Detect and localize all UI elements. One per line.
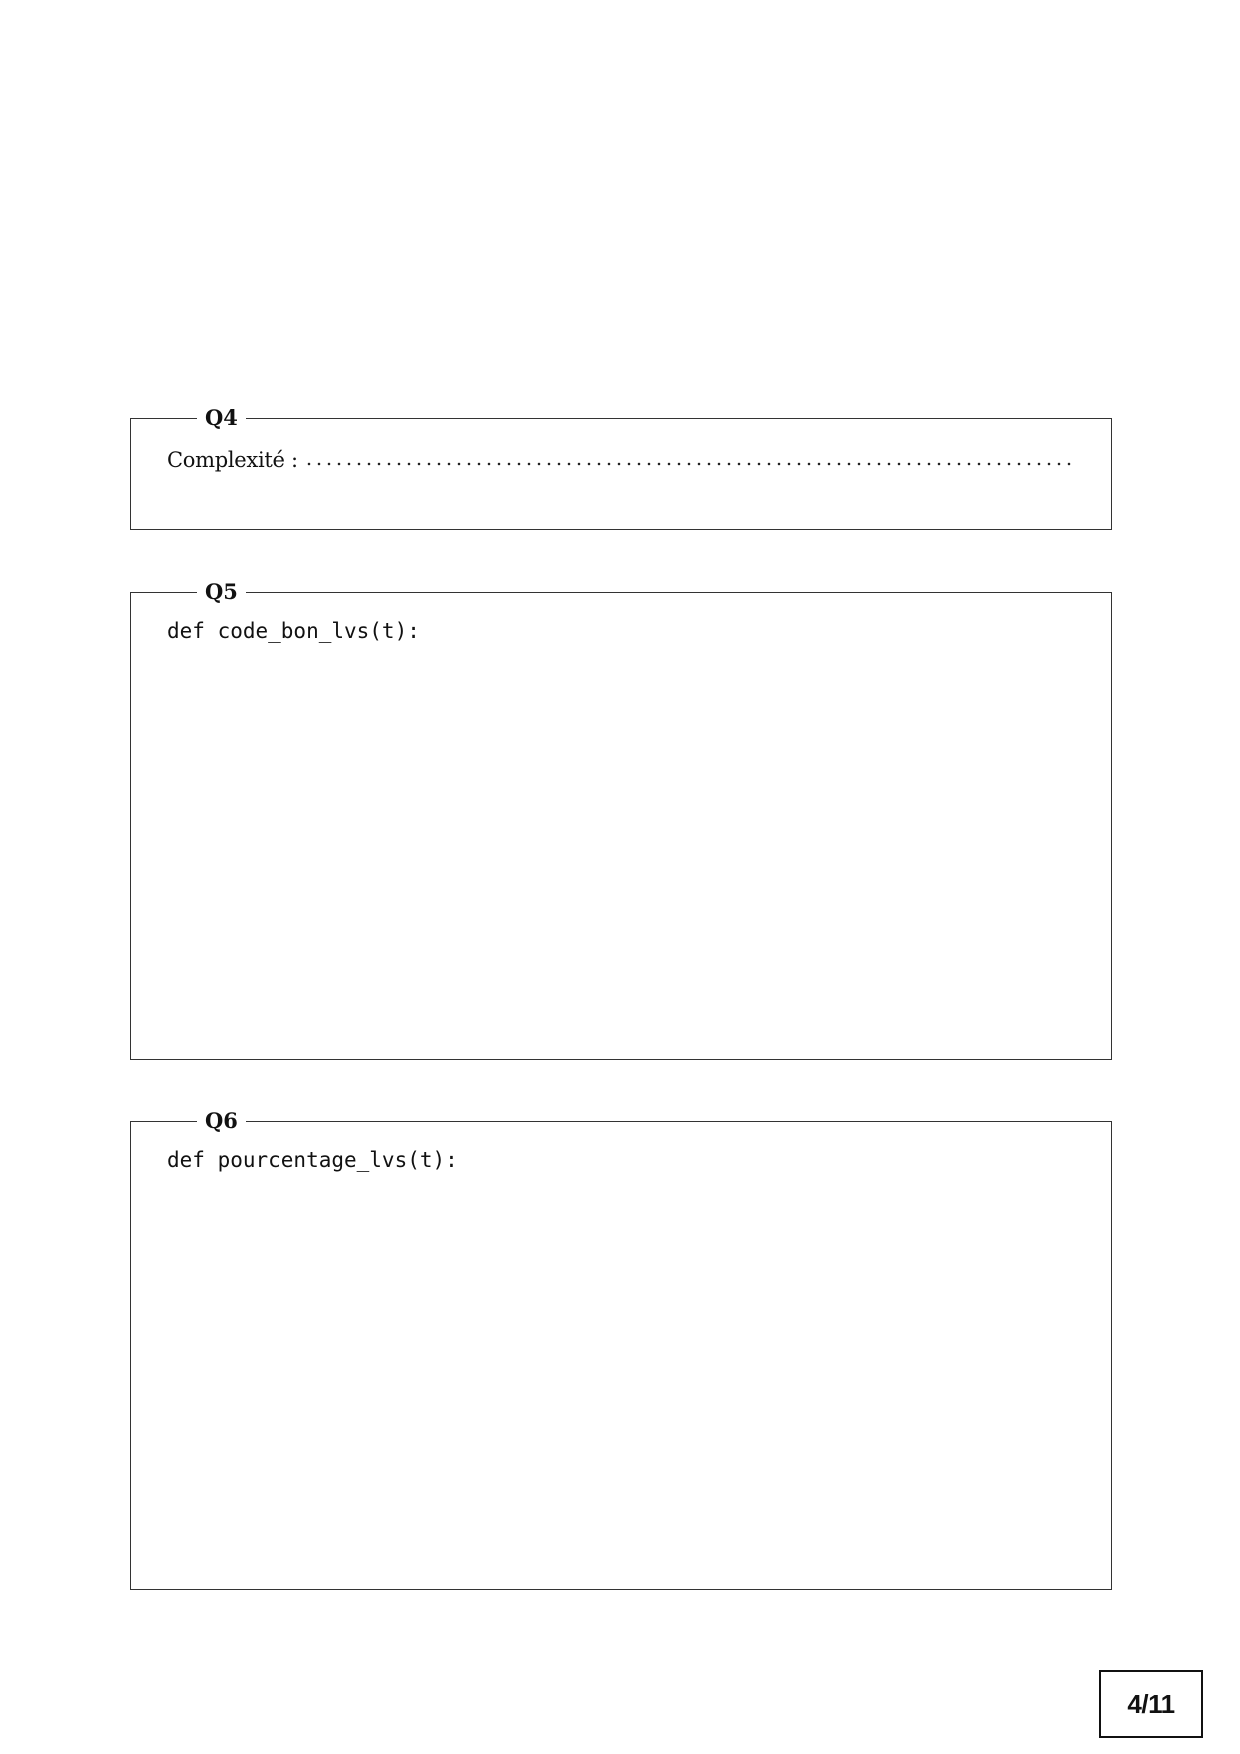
dotted-answer-line[interactable] [304, 445, 1075, 467]
page-number: 4/11 [1099, 1670, 1203, 1738]
answer-box-q4[interactable] [130, 405, 1112, 530]
complexity-prompt: Complexité : [167, 448, 298, 472]
question-label-q5: Q5 [197, 579, 246, 605]
answer-box-q6[interactable] [130, 1108, 1112, 1590]
complexity-answer-line[interactable] [167, 445, 1075, 472]
question-label-q6: Q6 [197, 1108, 246, 1134]
question-label-q4: Q4 [197, 405, 246, 431]
function-signature-q6: def pourcentage_lvs(t): [167, 1148, 458, 1172]
answer-box-q5[interactable] [130, 579, 1112, 1060]
function-signature-q5: def code_bon_lvs(t): [167, 619, 420, 643]
